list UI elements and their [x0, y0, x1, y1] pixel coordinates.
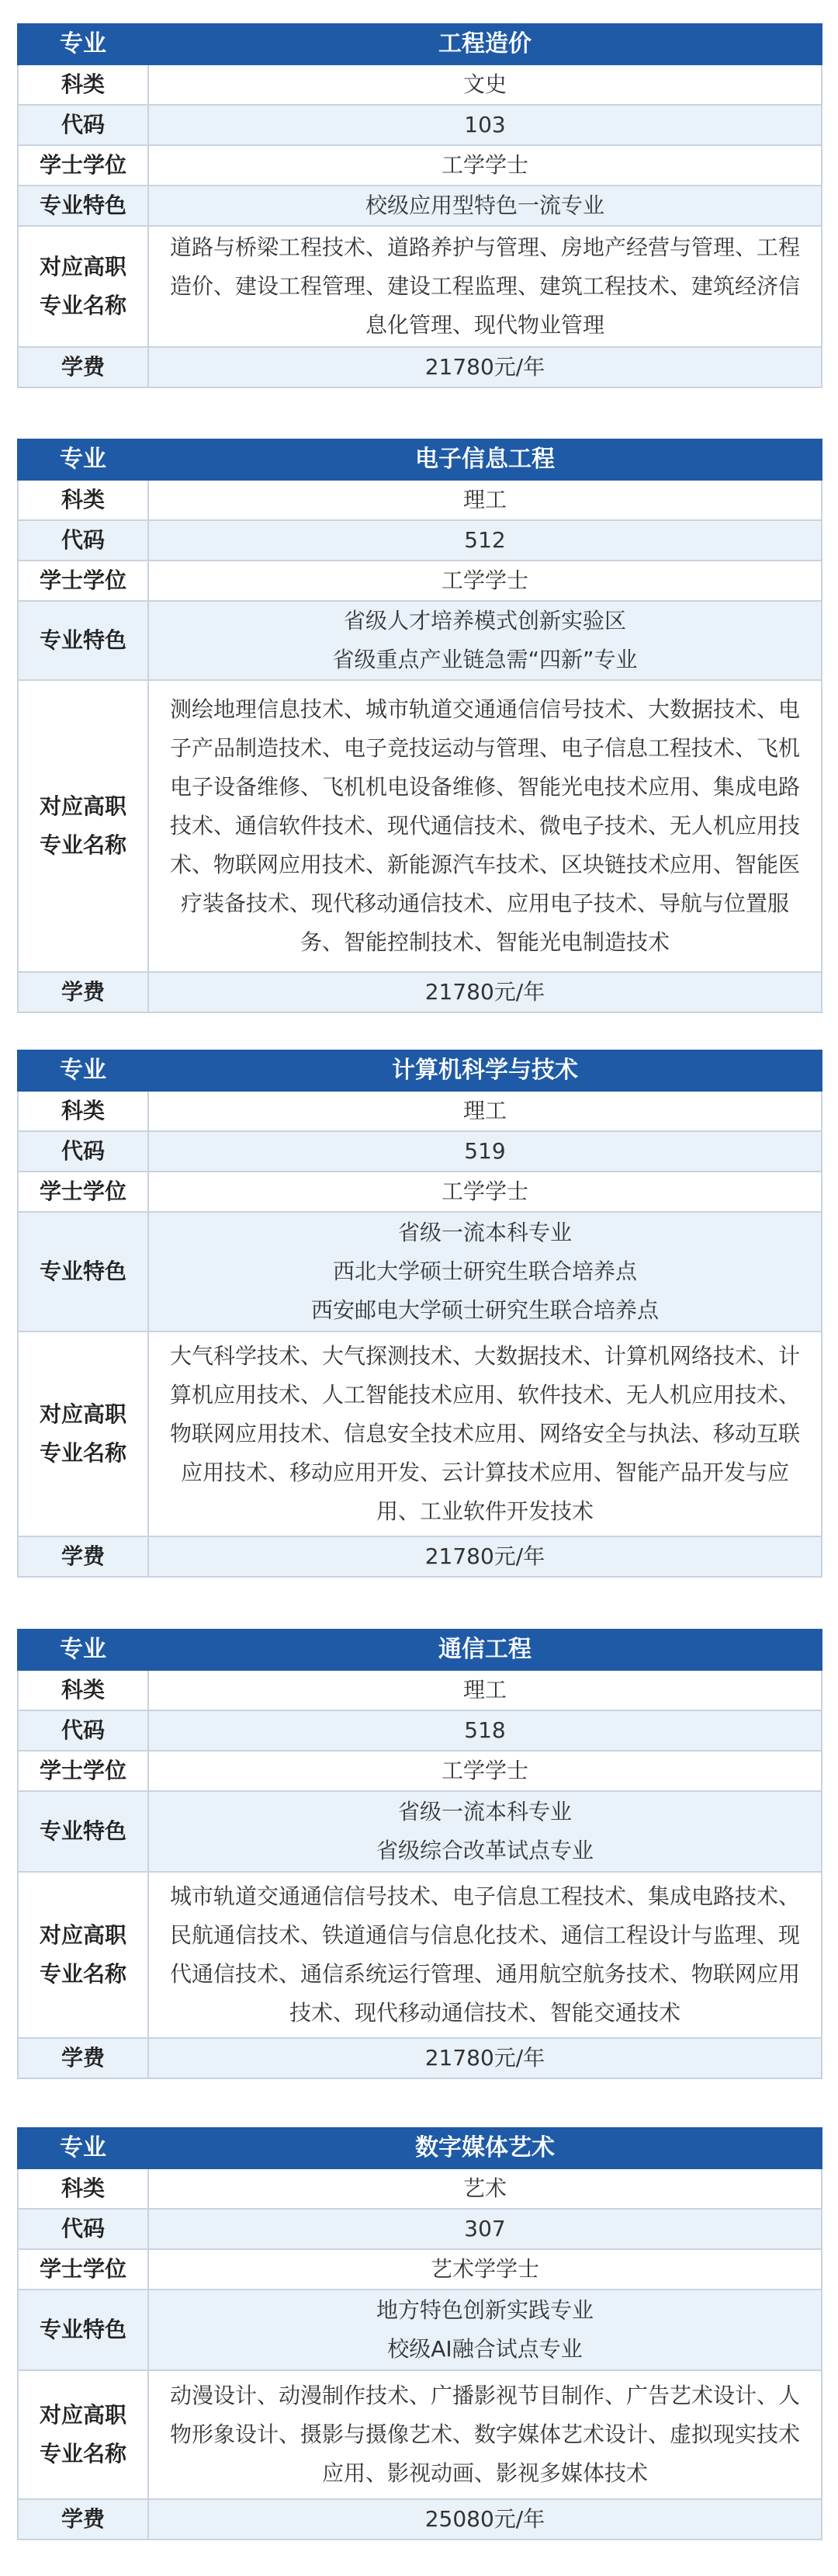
- category-value: 理工: [148, 480, 822, 520]
- related-value: [148, 680, 822, 972]
- related-label-line1: 对应高职: [39, 1922, 126, 1948]
- major-name: 计算机科学与技术: [148, 1050, 822, 1091]
- feature-value: [148, 186, 822, 226]
- feature-label: 专业特色: [18, 2290, 148, 2370]
- feature-line: 省级一流本科专业: [397, 1799, 572, 1824]
- tuition-label: 学费: [18, 2499, 148, 2540]
- feature-value: [148, 2290, 822, 2370]
- major-label: 专业: [18, 1630, 148, 1670]
- code-label: 代码: [18, 2209, 148, 2249]
- related-label: [18, 2370, 148, 2499]
- major-table-4: [17, 1629, 822, 2079]
- category-value: 理工: [148, 1670, 822, 1710]
- major-table-5: [17, 2127, 822, 2540]
- related-text: 测绘地理信息技术、城市轨道交通通信信号技术、大数据技术、电子产品制造技术、电子竞技运动与管理、电子信息工程技术、飞机电子设备维修、飞机机电设备维修、智能光电技术应用、集成电路技术、通信软件技术、现代通信技术、微电子技术、无人机应用技术、物联网应用技术、新能源汽车技术、区块链技术应用、智能医疗装备技术、现代移动通信技术、应用电子技术、导航与位置服务、智能控制技术、智能光电制造技术: [169, 696, 800, 955]
- feature-line: 省级重点产业链急需“四新”专业: [332, 647, 638, 672]
- degree-value: 工学学士: [148, 561, 822, 601]
- degree-value: 工学学士: [148, 145, 822, 186]
- related-text: 城市轨道交通通信信号技术、电子信息工程技术、集成电路技术、民航通信技术、铁道通信与信息化技术、通信工程设计与监理、现代通信技术、通信系统运行管理、通用航空航务技术、物联网应用技术、现代移动通信技术、智能交通技术: [169, 1883, 800, 2026]
- degree-label: 学士学位: [18, 1172, 148, 1212]
- related-label-line2: 专业名称: [39, 2441, 126, 2467]
- code-label: 代码: [18, 105, 148, 145]
- degree-value: 工学学士: [148, 1172, 822, 1212]
- tuition-label: 学费: [18, 972, 148, 1012]
- code-value: 519: [148, 1131, 822, 1172]
- related-label-line1: 对应高职: [39, 793, 126, 819]
- related-label-line2: 专业名称: [39, 293, 126, 318]
- feature-value: [148, 1791, 822, 1872]
- category-value: 文史: [148, 64, 822, 105]
- degree-label: 学士学位: [18, 561, 148, 601]
- related-value: [148, 2370, 822, 2499]
- major-name: 数字媒体艺术: [148, 2128, 822, 2168]
- degree-value: 工学学士: [148, 1751, 822, 1791]
- major-label: 专业: [18, 439, 148, 480]
- tuition-value: 21780元/年: [148, 347, 822, 387]
- related-label-line1: 对应高职: [39, 254, 126, 279]
- related-label-line2: 专业名称: [39, 1440, 126, 1466]
- major-table-2: [17, 439, 822, 1013]
- degree-label: 学士学位: [18, 1751, 148, 1791]
- feature-value: [148, 601, 822, 680]
- major-label: 专业: [18, 24, 148, 64]
- category-label: 科类: [18, 1091, 148, 1131]
- tuition-value: 21780元/年: [148, 972, 822, 1012]
- related-label: [18, 1331, 148, 1536]
- category-label: 科类: [18, 1670, 148, 1710]
- feature-line: 省级人才培养模式创新实验区: [343, 608, 626, 634]
- feature-line: 西北大学硕士研究生联合培养点: [332, 1258, 637, 1284]
- code-value: 103: [148, 105, 822, 145]
- feature-label: 专业特色: [18, 601, 148, 680]
- tuition-label: 学费: [18, 347, 148, 387]
- related-label-line2: 专业名称: [39, 832, 126, 858]
- code-value: 512: [148, 520, 822, 561]
- code-value: 307: [148, 2209, 822, 2249]
- category-label: 科类: [18, 480, 148, 520]
- related-label: [18, 226, 148, 347]
- major-name: 通信工程: [148, 1630, 822, 1670]
- feature-line: 省级综合改革试点专业: [376, 1838, 594, 1863]
- feature-line: 地方特色创新实践专业: [376, 2297, 594, 2323]
- major-label: 专业: [18, 2128, 148, 2168]
- major-table-1: [17, 23, 822, 388]
- tuition-value: 21780元/年: [148, 1536, 822, 1577]
- related-value: [148, 1331, 822, 1536]
- related-value: [148, 226, 822, 347]
- category-value: 艺术: [148, 2168, 822, 2209]
- related-text: 动漫设计、动漫制作技术、广播影视节目制作、广告艺术设计、人物形象设计、摄影与摄像艺术、数字媒体艺术设计、虚拟现实技术应用、影视动画、影视多媒体技术: [169, 2383, 800, 2486]
- tuition-label: 学费: [18, 1536, 148, 1577]
- related-label-line1: 对应高职: [39, 2402, 126, 2428]
- code-label: 代码: [18, 1710, 148, 1751]
- related-text: 大气科学技术、大气探测技术、大数据技术、计算机网络技术、计算机应用技术、人工智能技术应用、软件技术、无人机应用技术、物联网应用技术、信息安全技术应用、网络安全与执法、移动互联应用技术、移动应用开发、云计算技术应用、智能产品开发与应用、工业软件开发技术: [169, 1343, 800, 1524]
- major-table-3: [17, 1050, 822, 1578]
- category-label: 科类: [18, 64, 148, 105]
- tuition-label: 学费: [18, 2038, 148, 2078]
- major-name: 电子信息工程: [148, 439, 822, 480]
- degree-label: 学士学位: [18, 2249, 148, 2290]
- related-value: [148, 1872, 822, 2038]
- feature-line: 西安邮电大学硕士研究生联合培养点: [310, 1297, 659, 1323]
- feature-value: [148, 1212, 822, 1331]
- related-label-line2: 专业名称: [39, 1961, 126, 1987]
- degree-value: 艺术学学士: [148, 2249, 822, 2290]
- code-value: 518: [148, 1710, 822, 1751]
- category-label: 科类: [18, 2168, 148, 2209]
- tuition-value: 21780元/年: [148, 2038, 822, 2078]
- feature-line: 省级一流本科专业: [397, 1220, 572, 1245]
- feature-label: 专业特色: [18, 1791, 148, 1872]
- related-label: [18, 1872, 148, 2038]
- category-value: 理工: [148, 1091, 822, 1131]
- feature-label: 专业特色: [18, 186, 148, 226]
- feature-label: 专业特色: [18, 1212, 148, 1331]
- related-label-line1: 对应高职: [39, 1401, 126, 1427]
- degree-label: 学士学位: [18, 145, 148, 186]
- code-label: 代码: [18, 1131, 148, 1172]
- tuition-value: 25080元/年: [148, 2499, 822, 2540]
- code-label: 代码: [18, 520, 148, 561]
- major-label: 专业: [18, 1050, 148, 1091]
- major-name: 工程造价: [148, 24, 822, 64]
- feature-line: 校级应用型特色一流专业: [365, 193, 604, 218]
- related-text: 道路与桥梁工程技术、道路养护与管理、房地产经营与管理、工程造价、建设工程管理、建设工程监理、建筑工程技术、建筑经济信息化管理、现代物业管理: [169, 234, 800, 338]
- related-label: [18, 680, 148, 972]
- feature-line: 校级AI融合试点专业: [387, 2336, 583, 2362]
